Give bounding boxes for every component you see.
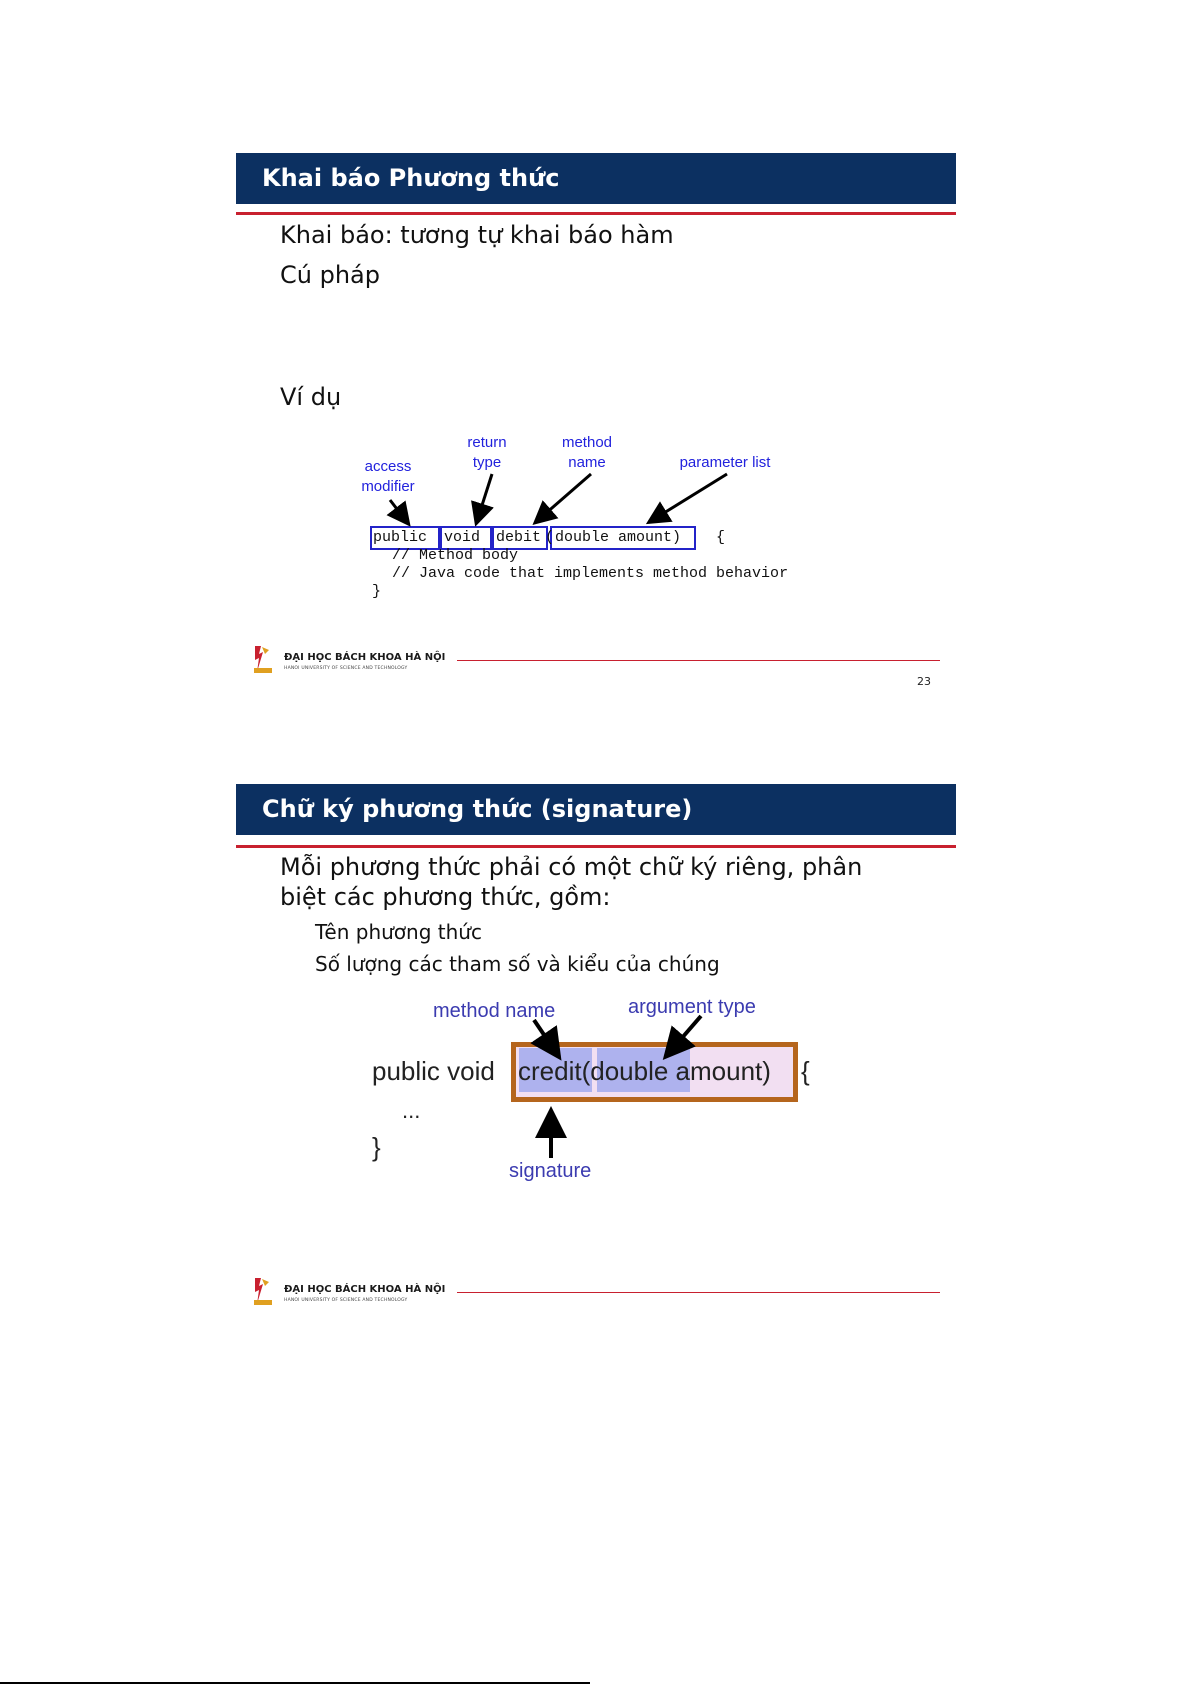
code-paren: ( — [545, 529, 555, 546]
label-method: method — [561, 434, 613, 451]
arrow-return-type — [477, 474, 492, 521]
label-type: type — [472, 454, 502, 471]
bullet-text: Cú pháp — [280, 261, 380, 289]
bullet-text: biệt các phương thức, gồm: — [280, 883, 611, 911]
label-modifier: modifier — [361, 478, 415, 495]
code-open-brace: { — [716, 529, 726, 546]
university-name-en: HANOI UNIVERSITY OF SCIENCE AND TECHNOLOGY — [284, 1298, 408, 1303]
label-method-name: method name — [433, 1000, 556, 1022]
label-access: access — [364, 458, 412, 475]
code-double: double — [590, 1056, 669, 1086]
bullet-text: Khai báo: tương tự khai báo hàm — [280, 221, 674, 249]
label-parameter-list: parameter list — [679, 454, 771, 471]
arrow-access-modifier — [390, 500, 407, 522]
arrow-parameter-list — [651, 474, 727, 521]
arrow-method-name — [537, 474, 591, 521]
slide-title: Chữ ký phương thức (signature) — [236, 784, 956, 835]
code-void: void — [444, 529, 481, 546]
university-name-en: HANOI UNIVERSITY OF SCIENCE AND TECHNOLOGY — [284, 666, 408, 671]
label-name: name — [568, 454, 606, 471]
label-argument-type: argument type — [628, 996, 756, 1018]
code-params: double amount) — [555, 529, 682, 546]
code-debit: debit — [496, 529, 542, 546]
code-line: // Method body — [392, 547, 519, 564]
label-signature: signature — [509, 1160, 592, 1182]
arrow-method-name — [534, 1020, 557, 1054]
code-public-void: public void — [372, 1056, 495, 1086]
university-name: ĐẠI HỌC BÁCH KHOA HÀ NỘI — [284, 652, 446, 663]
code-close-brace: } — [372, 1132, 381, 1162]
university-name: ĐẠI HỌC BÁCH KHOA HÀ NỘI — [284, 1284, 446, 1295]
sub-bullet-text: Số lượng các tham số và kiểu của chúng — [315, 952, 720, 976]
code-credit: credit( — [518, 1056, 591, 1086]
code-amount: amount) — [668, 1056, 771, 1086]
code-open-brace: { — [801, 1056, 810, 1086]
code-public: public — [373, 529, 428, 546]
code-line: } — [372, 583, 382, 600]
code-line: // Java code that implements method behavior — [392, 565, 789, 582]
code-ellipsis: ... — [402, 1098, 421, 1123]
bullet-text: Mỗi phương thức phải có một chữ ký riêng, phân — [280, 853, 863, 881]
slide-title: Khai báo Phương thức — [236, 153, 956, 204]
sub-bullet-text: Tên phương thức — [315, 920, 482, 944]
example-label: Ví dụ — [280, 383, 342, 411]
arrow-argument-type — [668, 1016, 701, 1054]
page-number: 23 — [917, 675, 931, 688]
label-return: return — [467, 434, 507, 451]
